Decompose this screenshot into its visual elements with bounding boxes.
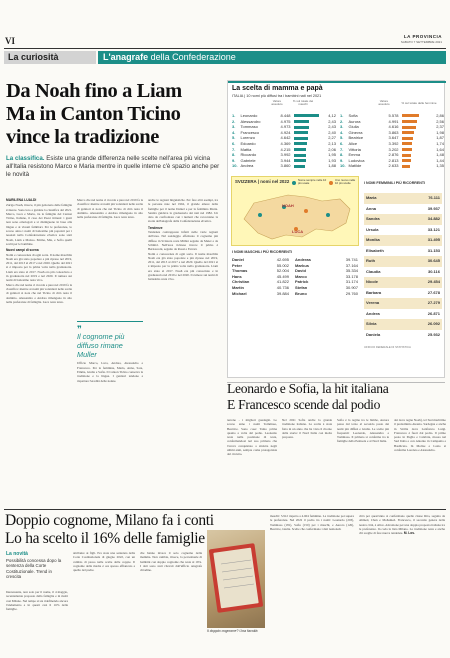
girls-table: [340, 113, 444, 169]
female-name: Ruth: [366, 258, 376, 263]
share-bar-fill: [402, 142, 412, 145]
given-name: Riccardo: [240, 152, 257, 158]
given-name: Lorenzo: [240, 135, 255, 141]
rank: 2.: [232, 118, 236, 124]
name-b: Markus: [295, 262, 310, 268]
bottom-column-1: Interessante, non solo per il nome, il 4 maggio, recentemente proposto dalla famiglia e in molti casi Milano. Nel tempo si sta ridefinendo ancora l'andamento e in questi casi il 16% delle famiglie.: [6, 590, 68, 612]
canton-marker-1: [258, 213, 262, 217]
male-names-table: [232, 257, 358, 296]
rank: 9.: [340, 157, 344, 163]
value-b: 39.741: [345, 257, 358, 262]
female-value: 26.092: [427, 321, 440, 326]
novita-description: Possibilità concessa dopo la sentenza della Corte Costituzionale. Trend in crescita: [6, 558, 62, 580]
count: 5.578: [388, 113, 399, 118]
rank: 1.: [340, 113, 344, 118]
given-name: Aurora: [348, 118, 361, 124]
female-value: 39.937: [427, 205, 440, 211]
infographic-title: La scelta di mamma e papà: [232, 85, 323, 92]
female-name: Elisabeth: [366, 247, 384, 253]
female-value: 29.454: [427, 279, 440, 284]
value-a: 40.736: [276, 284, 289, 290]
rank: 9.: [232, 157, 236, 163]
count: 3.944: [280, 157, 291, 163]
section-tag-anagrafe: [98, 51, 446, 64]
female-name: Claudia: [366, 268, 381, 274]
name-row: [340, 163, 444, 169]
female-name-row: [364, 298, 442, 309]
female-name: Ursula: [366, 226, 379, 232]
col-head-pct-f: % sul totale delle femmine: [401, 101, 437, 105]
value-b: 30.907: [345, 284, 358, 290]
count: 4.924: [280, 129, 291, 135]
value-b: 29.760: [345, 290, 358, 296]
share-bar-fill: [294, 137, 308, 140]
masthead-logo: LA PROVINCIA: [403, 34, 442, 39]
female-value: 31.495: [427, 237, 440, 242]
value-a: 55.002: [276, 262, 289, 268]
section-title-rest: della Confederazione: [148, 52, 236, 62]
share-pct: 2,43: [328, 124, 336, 130]
name-b: Andreas: [295, 257, 312, 262]
byline: MARILENA LUALDI: [6, 198, 37, 202]
female-value: 76.111: [428, 195, 440, 200]
value-a: 42.695: [276, 257, 289, 262]
count: 2.633: [388, 163, 399, 169]
main-headline: [6, 80, 221, 149]
female-name-row: [364, 288, 442, 299]
female-name: Sandra: [366, 216, 380, 221]
lead-label: La classifica.: [6, 155, 45, 162]
name-a: Michael: [232, 290, 247, 296]
share-pct: 2,56: [436, 118, 444, 124]
column-1-filler: Marco che nel nome ci ricorda e pure nel 2019 fa la classifica: mentre ai nomi più volentieri nelle scelte di genitori si nota che nel Ticino di città resta il dominio. Alessandro e Andrea rimangono in alto nelle preferenze di famiglia. Luca resta terzo.: [6, 282, 72, 304]
share-pct: 1,74: [436, 140, 444, 146]
female-name: Verena: [366, 300, 380, 305]
legend-dot-a: [292, 181, 296, 185]
count: 2.813: [388, 157, 399, 163]
female-value: 33.121: [427, 226, 440, 232]
share-bar-fill: [294, 154, 306, 157]
bottom-column-5-text: città per quest'anno si confermano quelle classe Rita, seguita da Ahmed, Chen e Mohamed. Francesco, il secondo genere della nostra città, è Alice. Attrazione per una doppia proposta italiana tra le preferenze. In coda la lista Milano. La tradizione resta e anche chi sceglie di fare nuove tendenze.: [359, 514, 445, 536]
col-head-value-m: Valore assoluto: [271, 99, 283, 107]
given-name: Sofia: [348, 113, 358, 118]
column-3-text: anche le regioni linguistiche. Per fare altri esempi, tra le persone nate nel 1962, il grande amore delle famiglie per il nome Daniel e per la femmina Maria. Sandra guidava la graduatoria dei nati nel 1982. Un dato da confrontare con i numeri che raccontano la storia dell'anagrafe della Confederazione elvetica.: [148, 198, 218, 224]
mid-column-1: terreno - i migliori guadagni. Lo scorso anno i nomi Tommaso, Beatrice. Sono cose: Tanto prima quanto a volta dal podio. Leonardo resta nella posizione di testa, confermandosi nel suo primato che l'aveva conquistato a sinistra negli ultimi anni, sempre come protagonista del circuito.: [227, 418, 277, 457]
share-pct: 2,37: [436, 124, 444, 130]
name-b: Patrick: [295, 279, 309, 285]
page-number: VI: [5, 36, 16, 46]
share-pct: 1,98: [436, 129, 444, 135]
stamp-noah: NOAH: [282, 203, 294, 208]
swiss-title: SVIZZERA | nomi nel 2022: [235, 179, 290, 184]
female-value: 25.932: [427, 331, 440, 337]
given-name: Francesco: [240, 129, 260, 135]
share-pct: 1,35: [436, 163, 444, 169]
count: 4.616: [388, 124, 399, 130]
share-bar-fill: [294, 120, 309, 123]
share-bar-fill: [402, 137, 413, 140]
callout-box: [77, 321, 143, 359]
rank: 10.: [232, 163, 238, 169]
share-pct: 2,27: [328, 135, 336, 141]
article-column-3: [148, 198, 218, 420]
rank: 5.: [340, 135, 344, 141]
legend-b: Uno nuovo nelle 10 più scelte: [335, 178, 356, 186]
value-b: 37.164: [345, 262, 358, 268]
legend-a: Nome sempre nelle 10 più usate: [298, 178, 327, 186]
bottom-headline-line-1: Doppio cognome, Milano fa i conti: [5, 512, 214, 529]
share-bar-fill: [294, 165, 305, 168]
name-a: Martin: [232, 284, 244, 290]
female-value: 30.116: [427, 268, 440, 274]
female-name-row: [364, 204, 442, 215]
swiss-map: [236, 189, 356, 243]
rank: 3.: [340, 124, 344, 130]
share-pct: 2,43: [328, 118, 336, 124]
count: 3.647: [388, 135, 399, 141]
infographic-accent: [228, 81, 446, 83]
mid-headline: [227, 381, 447, 413]
female-name-row: [364, 214, 442, 225]
share-bar-fill: [402, 154, 411, 157]
share-pct: 2,06: [328, 146, 336, 152]
bottom-column-4: maschi: 5.912 rispetto a 4.604 femmine. La tradizione poi supera le preferenze. Nel 2022 il podio tra i nomi: Leonardo (203), Tommaso (181), Sofia (150) per i maschi, e Aurora (126), Beatrice, Giulia. Scelte che confermano i dati nazionali.: [270, 514, 354, 531]
headline-line-3: vince la tradizione: [6, 126, 159, 148]
share-pct: 1,87: [436, 135, 444, 141]
photo-caption: Il doppio cognome? Una facoltà: [207, 629, 258, 633]
given-name: Alice: [348, 140, 358, 146]
mid-column-4: dei dove regna Noah), tel Sud marittimo il predominio Alessia. Sardegna e anche in Sicilia dove Lanfranco Luigi. Francesco è fuori dal podio. Il primo posto in Puglia e Calabria, mossa nel Sud Italia e con Antonio in Campania e Basilicata. In Molise e Lazio si conferma Lorenzo e Alessandro.: [394, 418, 446, 453]
share-bar-fill: [294, 159, 306, 162]
female-name: Anna: [366, 205, 376, 211]
given-name: Mattia: [240, 146, 252, 152]
female-name: Barbara: [366, 289, 382, 295]
share-bar: [294, 163, 324, 169]
female-name-row: [364, 330, 442, 341]
value-a: 39.884: [276, 290, 289, 296]
registry-photo: [207, 530, 265, 628]
share-pct: 2,86: [436, 113, 444, 118]
boys-table: [232, 113, 336, 169]
mid-column-2: Nel 2021 Sofia anche la grande tradizione italiana. La scelta è stata fatta in un anno che ha visto il ritorno della storia: il Nord Italia con molte proposte.: [282, 418, 332, 440]
share-pct: 1,44: [436, 157, 444, 163]
female-name-row: [364, 256, 442, 267]
article-column-2: [77, 198, 143, 420]
count: 3.992: [280, 152, 291, 158]
issue-date: SABATO 7 SETTEMBRE 2021: [400, 40, 442, 44]
canton-marker-3: [304, 209, 308, 213]
female-name-row: [364, 319, 442, 330]
female-names-title: I NOMI FEMMINILI PIÙ RICORRENTI: [364, 181, 426, 185]
share-pct: 2,40: [328, 129, 336, 135]
column-2-text-b: Ufficio Marco, Luca, Andrea, Alessandro e Francesco. Per le femmine, Maria, Anna, Sara, Emma, Giulia e Sofia. Il Canton Ticino conserva la tradizione e la lingua. I genitori tendono a rispettare l'eredità delle nonne.: [77, 361, 143, 383]
count: 3.202: [388, 146, 399, 152]
header-rule: [4, 48, 446, 49]
given-name: Tommaso: [240, 124, 258, 130]
stamp-luca: LUCA: [292, 229, 304, 234]
share-bar-fill: [402, 131, 414, 134]
female-names-table: [364, 193, 442, 340]
female-name-row: [364, 235, 442, 246]
given-name: Leonardo: [240, 113, 258, 118]
name-b: Marco: [295, 273, 307, 279]
share-pct: 1,95: [328, 152, 336, 158]
lead-paragraph: [6, 155, 222, 179]
share-pct: 1,88: [328, 163, 336, 169]
section-tag-curiosita: [4, 51, 96, 64]
given-name: Alessandro: [240, 118, 261, 124]
female-name: Silvia: [366, 321, 377, 326]
share-bar-fill: [294, 114, 319, 117]
bottom-column-5: [359, 514, 445, 654]
name-row: [232, 163, 336, 169]
column-1-text: Zurigo Noah, invece, il più gettonato dalle famiglie svizzere. Sono loro a guidare la classifica del 2021. Marco, Luca e Maria, tra le famiglie del Canton Ticino, Italiano, il caso dei Paesi ticinesi: i gusti non sono omologati e si distinguono in base alla lingua e ai vissuti familiari. Per le preferenze, lo scorso anno i nomi di battesimo più popolari per i neonati nella Confederazione elvetica sono stati Noah, Liam e Matteo. Emma, Mia, e Sofia quelli scelti per le bambine.: [6, 203, 72, 246]
infographic-subtitle: ITALIA | 10 nomi più diffusi tra i bambini nati nel 2021: [232, 94, 322, 98]
given-name: Vittoria: [348, 146, 361, 152]
count: 2.876: [388, 152, 399, 158]
rank: 5.: [232, 135, 236, 141]
col-head-value-f: Valore assoluto: [378, 99, 390, 107]
bottom-rule: [4, 509, 446, 510]
value-b: 33.178: [345, 273, 358, 279]
headline-line-1: Da Noah fino a Liam: [6, 80, 182, 102]
share-bar-fill: [402, 114, 419, 117]
given-name: Gabriele: [240, 157, 256, 163]
share-bar-fill: [402, 148, 412, 151]
lead-text: Esiste una grande differenza nelle scelte nell'area più vicina all'Italia resistono Marco e Maria mentre in quelle interne c'è spazio anche per le novità: [6, 155, 220, 178]
count: 4.642: [280, 135, 291, 141]
share-bar-fill: [402, 159, 411, 162]
female-name-row: [364, 225, 442, 236]
value-b: 35.334: [345, 268, 358, 274]
rank: 3.: [232, 124, 236, 130]
count: 3.863: [388, 129, 399, 135]
value-b: 31.174: [345, 279, 358, 285]
given-name: Matilde: [348, 163, 362, 169]
given-name: Ludovica: [348, 157, 365, 163]
mid-headline-line-1: Leonardo e Sofia, la hit italiana: [227, 381, 389, 396]
share-bar-fill: [294, 131, 308, 134]
rank: 2.: [340, 118, 344, 124]
female-value: 27.678: [427, 289, 440, 295]
col-head-pct-m: % sul totale dei maschi: [292, 99, 314, 107]
female-value: 26.871: [427, 310, 440, 316]
rank: 8.: [340, 152, 344, 158]
given-name: Emma: [348, 152, 361, 158]
bottom-headline-line-2: Lo ha scelto il 16% delle famiglie: [5, 530, 205, 547]
female-name-row: [364, 246, 442, 257]
rank: 7.: [340, 146, 344, 152]
callout-text: Il cognome più diffuso rimane Muller: [77, 332, 125, 359]
given-name: Andrea: [240, 163, 254, 169]
rank: 6.: [232, 140, 236, 146]
share-pct: 4,12: [328, 113, 336, 118]
count: 4.369: [280, 140, 291, 146]
mid-headline-line-2: E Francesco scende dal podio: [227, 397, 381, 412]
given-name: Beatrice: [348, 135, 364, 141]
name-a: Hans: [232, 273, 242, 279]
count: 4.973: [280, 124, 291, 130]
section-tag-label: La curiosità: [8, 52, 59, 62]
section-title-bold: L'anagrafe: [103, 52, 149, 62]
share-pct: 1,64: [436, 146, 444, 152]
female-value: 34.882: [427, 216, 440, 221]
female-name: Daniela: [366, 331, 381, 337]
column-3-subhead: Tendenze: [148, 225, 163, 230]
given-name: Ginevra: [348, 129, 363, 135]
article-column-1: [6, 198, 72, 420]
female-name: Nicole: [366, 279, 379, 284]
female-name-row: [364, 277, 442, 288]
count: 4.991: [388, 118, 399, 124]
rank: 1.: [232, 113, 236, 118]
bottom-column-2: attribuire ai figli. Era stata una sentenza della Corte Costituzionale di giugno 2022, con un cambio di passo nelle scelte delle coppie. Il cognome della madre è ora spesso affiancato a quello del padre.: [73, 551, 135, 573]
mid-column-3: Sofia è la regina tra le bimbe, Aurora passa dal terzo al secondo posto dei nomi più diffusi e Giulia. Le scelte più frequenti: Leonardo, Alessandro e Tommaso. Il primato si conferma tra le famiglie della Penisola e al Nord Italia.: [337, 418, 389, 444]
infographic-box: [227, 80, 445, 378]
rank: 7.: [232, 146, 236, 152]
given-name: Edoardo: [240, 140, 256, 146]
count: 8.448: [280, 113, 291, 118]
share-bar-fill: [294, 142, 307, 145]
name-a: Christian: [232, 279, 250, 285]
rank: 4.: [340, 129, 344, 135]
bottom-column-3: che hanno invece il solo cognome della mamma. Non cambia, invece, la percentuale di bambini con doppio cognome che resta al 16%. I dati sono stati rilevati dall'ufficio anagrafe cittadino.: [140, 551, 202, 573]
female-name-row: [364, 267, 442, 278]
rank: 8.: [232, 152, 236, 158]
callout-quote-icon: ❞: [77, 324, 82, 334]
share-bar-fill: [402, 165, 410, 168]
novita-label: La novità: [6, 551, 28, 557]
column-3-filler: Nomi e conoscenze di ogni sorta. Il nome maschile Noah era già stato popolare e più ripreso nel 2019, 2011, dal 2013 al 2017 e nel 2020. Quello del 2021 si è imposto per la prima volta nella graduatoria. Liam era stato al 2017. Noah era più conosciuto e in graduatoria nel 2019 e nel 2020. Il rumore sui nomi di battesimo resta vivo.: [148, 251, 218, 282]
share-pct: 1,93: [328, 157, 336, 163]
name-a: Peter: [232, 262, 243, 268]
name-b: Bruno: [295, 290, 307, 296]
share-bar-fill: [402, 126, 416, 129]
share-pct: 2,13: [328, 140, 336, 146]
female-name: Andrea: [366, 310, 380, 316]
headline-line-2: Ma in Canton Ticino: [6, 103, 181, 125]
column-1-subhead: Nuovi campi di scena: [6, 248, 39, 253]
value-a: 52.004: [276, 268, 289, 274]
infographic-source: UFFICIO FEDERALE DI STATISTICA: [364, 345, 411, 349]
female-value: 27.279: [427, 300, 440, 305]
value-a: 41.822: [276, 279, 289, 285]
count: 4.215: [280, 146, 291, 152]
share-bar-fill: [294, 126, 309, 129]
share-bar-fill: [294, 148, 306, 151]
swiss-panel: [231, 176, 359, 246]
column-2-text: Marco che nel nome ci ricorda e pure nel 2019 fa la classifica: mentre ai nomi più volentieri nelle scelte di genitori si nota che nel Ticino di città resta il dominio. Alessandro e Andrea rimangono in alto nelle preferenze di famiglia. Luca resta terzo.: [77, 198, 143, 220]
value-a: 45.499: [276, 273, 289, 279]
share-bar-fill: [402, 120, 417, 123]
male-names-title: I NOMI MASCHILI PIÙ RICORRENTI: [232, 250, 293, 254]
given-name: Giulia: [348, 124, 359, 130]
article-signature: M. Los.: [403, 531, 415, 536]
name-a: Thomas: [232, 268, 248, 274]
count: 3.392: [388, 140, 399, 146]
female-name-row: [364, 309, 442, 320]
name-b: David: [295, 268, 306, 274]
share-pct: 1,48: [436, 152, 444, 158]
female-name: Maria: [366, 195, 377, 200]
rank: 10.: [340, 163, 346, 169]
rank: 6.: [340, 140, 344, 146]
column-1-text-b: Nomi e conoscenze di ogni sorta. Il nome maschile Noah era già stato popolare e più ripreso nel 2019, 2011, dal 2013 al 2017 e nel 2020. Quello del 2021 si è imposto per la prima volta nella graduatoria. Liam era stato al 2017. Noah era più conosciuto e in graduatoria nel 2019 e nel 2020. Il rumore sui nomi di battesimo resta vivo.: [6, 252, 72, 283]
canton-marker-4: [326, 213, 330, 217]
name-a: Daniel: [232, 257, 245, 262]
female-value: 30.645: [427, 258, 440, 263]
rank: 4.: [232, 129, 236, 135]
name-b: Stefan: [295, 284, 308, 290]
legend-dot-b: [329, 181, 333, 185]
registry-book-image: [207, 530, 265, 628]
female-name: Monika: [366, 237, 380, 242]
column-3-text-b: Tendenze contrapposte infatti nelle varie regioni dell'area. Nel sondaggio effettuato il cognome più diffuso in Svizzera resta Müller seguito da Meier e da Schmid. Nell'area ticinese invece il primo è Bernasconi, seguito da Rossi e Ferrari.: [148, 230, 218, 252]
female-name-row: [364, 193, 442, 204]
male-name-row: [232, 291, 358, 297]
share-bar: [402, 163, 432, 169]
count: 4.975: [280, 118, 291, 124]
count: 3.860: [280, 163, 291, 169]
female-value: 31.153: [427, 247, 440, 253]
